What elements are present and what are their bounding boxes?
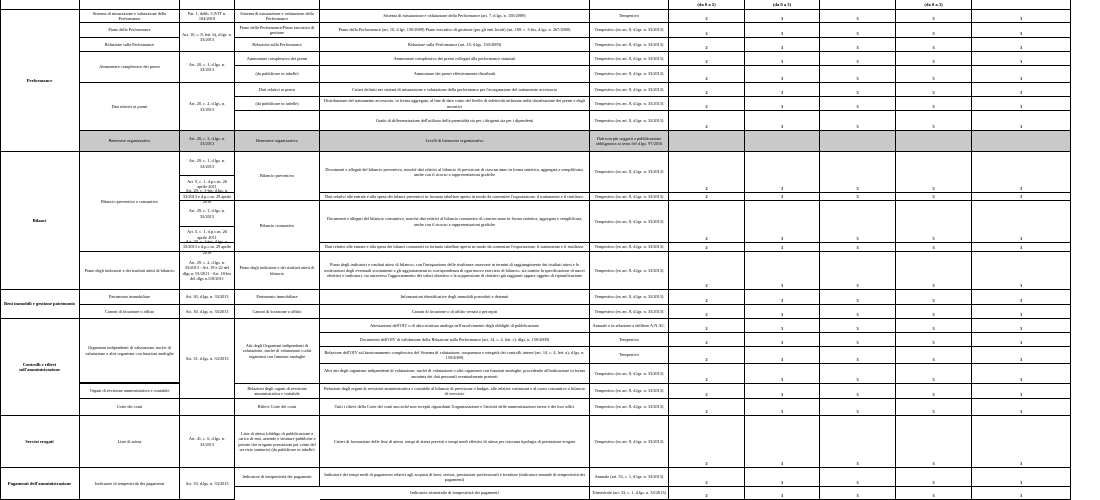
cell-j bbox=[896, 131, 972, 152]
cell-h: 3 bbox=[745, 23, 820, 38]
cell-f: Tempestivo (ex art. 8, d.lgs. n. 33/2013) bbox=[590, 290, 669, 305]
cell-j: 3 bbox=[896, 97, 972, 111]
section-controlli: Controlli e rilievi sull'amministrazione bbox=[0, 319, 80, 416]
cell-k: 3 bbox=[972, 97, 1071, 111]
cell-g: 2 bbox=[669, 319, 745, 333]
cell-e: Tutti i rilievi della Corte dei conti ancorché non recepiti riguardanti l'organizzazione e l'attività delle amministrazioni stesse e dei loro uffici bbox=[320, 399, 590, 416]
section-bilanci: Bilanci bbox=[0, 152, 80, 290]
cell-k: 3 bbox=[972, 319, 1071, 333]
cell-j: 3 bbox=[896, 152, 972, 193]
cell-i: 3 bbox=[820, 23, 896, 38]
section-beni: Beni immobili e gestione patrimonio bbox=[0, 290, 80, 319]
cell-i bbox=[820, 131, 896, 152]
cell-j: 3 bbox=[896, 416, 972, 468]
cell-e: Canoni di locazione o di affitto versati o percepiti bbox=[320, 305, 590, 319]
cell-h: 3 bbox=[745, 193, 820, 201]
cell-k: 3 bbox=[972, 487, 1071, 500]
cell-f: Tempestivo bbox=[590, 10, 669, 23]
cell-j: 3 bbox=[896, 347, 972, 364]
cell-g bbox=[669, 131, 745, 152]
cell-e: Relazione sulla Performance (art. 10, d.lgs. 150/2009) bbox=[320, 38, 590, 52]
section-pagamenti: Pagamenti dell'amministrazione bbox=[0, 468, 80, 500]
cell-i: 3 bbox=[820, 10, 896, 23]
cell-h: 3 bbox=[745, 152, 820, 193]
cell-e: Piano della Performance (art. 10, d.lgs. 150/2009) Piano esecutivo di gestione (per gli enti locali) (art. 169, c. 3-bis, d.lgs. n. 267/2000) bbox=[320, 23, 590, 38]
cell-k: 3 bbox=[972, 364, 1071, 384]
cell-f: Tempestivo bbox=[590, 333, 669, 347]
cell-c: Art. 30, d.lgs. n. 33/2013 bbox=[180, 305, 235, 319]
cell-d: Atti degli Organismi indipendenti di valutazione, nuclei di valutazione o altri organismi con funzioni analoghe bbox=[235, 319, 320, 384]
cell-f: Tempestivo (ex art. 8, d.lgs. n. 33/2013) bbox=[590, 193, 669, 201]
cell-h: 3 bbox=[745, 399, 820, 416]
cell-c: Art. 5, c. 1, d.p.c.m. 26 aprile 2011 bbox=[180, 227, 235, 243]
cell-h: 3 bbox=[745, 468, 820, 487]
cell-k: 3 bbox=[972, 252, 1071, 290]
cell-b: Piano degli indicatori e dei risultati attesi di bilancio bbox=[80, 252, 180, 290]
cell-h: 3 bbox=[745, 347, 820, 364]
cell-k: 3 bbox=[972, 243, 1071, 252]
cell-j: 3 bbox=[896, 305, 972, 319]
cell-h: 3 bbox=[745, 364, 820, 384]
cell-f: Tempestivo (ex art. 8, d.lgs. n. 33/2013) bbox=[590, 252, 669, 290]
cell-f: Tempestivo (ex art. 8, d.lgs. n. 33/2013) bbox=[590, 23, 669, 38]
cell-h: 3 bbox=[745, 333, 820, 347]
cell-j: 3 bbox=[896, 111, 972, 131]
cell-h: 3 bbox=[745, 83, 820, 97]
cell-h: 3 bbox=[745, 52, 820, 66]
cell-g: 2 bbox=[669, 23, 745, 38]
cell-g: 2 bbox=[669, 252, 745, 290]
cell-d: Liste di attesa (obbligo di pubblicazione a carico di enti, aziende e strutture pubbliche e private che erogano prestazioni per conto del servizio sanitario) (da pubblicare in tabelle) bbox=[235, 416, 320, 468]
cell-g: 2 bbox=[669, 416, 745, 468]
cell-f: Tempestivo (ex art. 8, d.lgs. n. 33/2013) bbox=[590, 384, 669, 399]
cell-e: Dati relativi alle entrate e alla spesa dei bilanci consuntivi in formato tabellare aperto in modo da consentire l'esportazione, il trattamento e il riutilizzo. bbox=[320, 243, 590, 252]
cell-e: Ammontare dei premi effettivamente distribuiti bbox=[320, 66, 590, 83]
cell-c: Art. 29, c. 1-bis, d.lgs. n. 33/2013 e d.p.c.m. 29 aprile 2016 bbox=[180, 243, 235, 252]
cell-j: 3 bbox=[896, 319, 972, 333]
cell-i: 3 bbox=[820, 290, 896, 305]
cell-c: Art. 29, c. 1, d.lgs. n. 33/2013 bbox=[180, 201, 235, 227]
cell-i: 3 bbox=[820, 152, 896, 193]
cell-j: 3 bbox=[896, 83, 972, 97]
cell-j: 3 bbox=[896, 243, 972, 252]
cell-b: Patrimonio immobiliare bbox=[80, 290, 180, 305]
cell-d bbox=[235, 111, 320, 131]
cell-b: Canoni di locazione o affitto bbox=[80, 305, 180, 319]
cell-b: Dati relativi ai premi bbox=[80, 83, 180, 131]
cell-f: Annuale e in relazione a delibere A.N.AC. bbox=[590, 319, 669, 333]
cell-j: 3 bbox=[896, 468, 972, 487]
cell-c: Art. 29, c. 1, d.lgs. n. 33/2013 bbox=[180, 152, 235, 176]
cell-g: 2 bbox=[669, 201, 745, 243]
cell-k: 3 bbox=[972, 52, 1071, 66]
cell-i: 3 bbox=[820, 364, 896, 384]
cell-k: 3 bbox=[972, 347, 1071, 364]
cell-d: Bilancio consuntivo bbox=[235, 201, 320, 252]
cell-i: 3 bbox=[820, 319, 896, 333]
cell-d: Patrimonio immobiliare bbox=[235, 290, 320, 305]
cell-f: Tempestivo (ex art. 8, d.lgs. n. 33/2013) bbox=[590, 52, 669, 66]
cell-g: 2 bbox=[669, 487, 745, 500]
cell-d: (da pubblicare in tabelle) bbox=[235, 66, 320, 83]
cell-h: 3 bbox=[745, 38, 820, 52]
cell-j: 3 bbox=[896, 201, 972, 243]
cell-e: Criteri definiti nei sistemi di misurazione e valutazione della performance per l'assegnazione del trattamento accessorio bbox=[320, 83, 590, 97]
cell-h: 3 bbox=[745, 201, 820, 243]
cell-k: 3 bbox=[972, 305, 1071, 319]
cell-i: 3 bbox=[820, 487, 896, 500]
cell-i: 3 bbox=[820, 83, 896, 97]
cell-j: 3 bbox=[896, 487, 972, 500]
cell-h: 3 bbox=[745, 416, 820, 468]
cell-e: Documenti e allegati del bilancio preventivo, nonché dati relativi al bilancio di previsione di ciascun anno in forma sintetica, aggregata e semplificata, anche con il ricorso a rappresentazioni grafiche bbox=[320, 152, 590, 193]
cell-h: 3 bbox=[745, 305, 820, 319]
header-col-f bbox=[590, 0, 669, 10]
cell-g: 2 bbox=[669, 10, 745, 23]
cell-b: Organi di revisione amministrativa e contabile bbox=[80, 384, 180, 399]
cell-h: 3 bbox=[745, 111, 820, 131]
cell-g: 2 bbox=[669, 384, 745, 399]
cell-g: 2 bbox=[669, 38, 745, 52]
cell-k bbox=[972, 131, 1071, 152]
cell-k: 3 bbox=[972, 152, 1071, 193]
cell-f: Tempestivo (ex art. 8, d.lgs. n. 33/2013) bbox=[590, 111, 669, 131]
cell-c: Par. 1, delib. CiVIT n. 104/2010 bbox=[180, 10, 235, 23]
header-col-j: (da 0 a 3) bbox=[896, 0, 972, 10]
cell-e: Sistema di misurazione e valutazione della Performance (art. 7, d.lgs. n. 150/2009) bbox=[320, 10, 590, 23]
cell-f: Tempestivo (ex art. 8, d.lgs. n. 33/2013) bbox=[590, 305, 669, 319]
cell-k: 3 bbox=[972, 83, 1071, 97]
cell-e: Criteri di formazione delle liste di attesa, tempi di attesa previsti e tempi medi effettivi di attesa per ciascuna tipologia di prestazione erogata bbox=[320, 416, 590, 468]
cell-j: 3 bbox=[896, 290, 972, 305]
cell-g: 2 bbox=[669, 66, 745, 83]
cell-i: 3 bbox=[820, 243, 896, 252]
cell-j: 3 bbox=[896, 384, 972, 399]
cell-k: 3 bbox=[972, 66, 1071, 83]
cell-g: 2 bbox=[669, 243, 745, 252]
cell-e: Documento dell'OIV di validazione della Relazione sulla Performance (art. 14, c. 4, lett. c), dlgs. n. 150/2009) bbox=[320, 333, 590, 347]
cell-i: 3 bbox=[820, 38, 896, 52]
cell-f: Tempestivo (ex art. 8, d.lgs. n. 33/2013) bbox=[590, 201, 669, 243]
cell-j: 3 bbox=[896, 23, 972, 38]
cell-g: 2 bbox=[669, 111, 745, 131]
cell-e: Dati relativi alle entrate e alla spesa dei bilanci preventivi in formato tabellare aperto in modo da consentire l'esportazione, il trattamento e il riutilizzo. bbox=[320, 193, 590, 201]
cell-k: 3 bbox=[972, 384, 1071, 399]
cell-j: 3 bbox=[896, 364, 972, 384]
cell-g: 2 bbox=[669, 333, 745, 347]
cell-d: Ammontare complessivo dei premi bbox=[235, 52, 320, 66]
cell-i: 3 bbox=[820, 201, 896, 243]
cell-i: 3 bbox=[820, 66, 896, 83]
cell-k: 3 bbox=[972, 416, 1071, 468]
cell-h: 3 bbox=[745, 319, 820, 333]
cell-h bbox=[745, 131, 820, 152]
cell-e: Distribuzione del trattamento accessorio, in forma aggregata, al fine di dare conto del livello di selettività utilizzato nella distribuzione dei premi e degli incentivi bbox=[320, 97, 590, 111]
cell-k: 3 bbox=[972, 333, 1071, 347]
cell-i: 3 bbox=[820, 468, 896, 487]
cell-c: Art. 20, c. 1, d.lgs. n. 33/2013 bbox=[180, 52, 235, 83]
cell-k: 3 bbox=[972, 290, 1071, 305]
cell-f: Trimestrale (art. 33, c. 1, d.lgs. n. 33/2013) bbox=[590, 487, 669, 500]
cell-h: 3 bbox=[745, 384, 820, 399]
cell-c: Art. 10, c. 8, lett. b), d.lgs. n. 33/2013 bbox=[180, 23, 235, 52]
cell-k: 3 bbox=[972, 193, 1071, 201]
cell-i: 3 bbox=[820, 347, 896, 364]
cell-f: Tempestivo bbox=[590, 347, 669, 364]
cell-g: 2 bbox=[669, 347, 745, 364]
cell-h: 3 bbox=[745, 10, 820, 23]
cell-i: 3 bbox=[820, 416, 896, 468]
cell-k: 3 bbox=[972, 201, 1071, 243]
cell-j: 3 bbox=[896, 193, 972, 201]
cell-e: Informazioni identificative degli immobili posseduti e detenuti bbox=[320, 290, 590, 305]
section-servizi: Servizi erogati bbox=[0, 416, 80, 468]
cell-d: Piano della Performance/Piano esecutivo di gestione bbox=[235, 23, 320, 38]
cell-d: Bilancio preventivo bbox=[235, 152, 320, 201]
cell-d: Sistema di misurazione e valutazione della Performance bbox=[235, 10, 320, 23]
cell-d: (da pubblicare in tabelle) bbox=[235, 97, 320, 111]
cell-g: 2 bbox=[669, 83, 745, 97]
cell-e: Attestazione dell'OIV o di altra struttura analoga nell'assolvimento degli obblighi di pubblicazione bbox=[320, 319, 590, 333]
cell-i: 3 bbox=[820, 97, 896, 111]
cell-d: Rilievi Corte dei conti bbox=[235, 399, 320, 416]
cell-k: 3 bbox=[972, 38, 1071, 52]
cell-d: Canoni di locazione o affitto bbox=[235, 305, 320, 319]
cell-j: 3 bbox=[896, 333, 972, 347]
cell-b: Relazione sulla Performance bbox=[80, 38, 180, 52]
cell-b: Piano della Performance bbox=[80, 23, 180, 38]
cell-b: Bilancio preventivo e consuntivo bbox=[80, 152, 180, 252]
cell-d: Relazioni degli organi di revisione amministrativa e contabile bbox=[235, 384, 320, 399]
cell-g: 2 bbox=[669, 364, 745, 384]
cell-b: Benessere organizzativo bbox=[80, 131, 180, 152]
cell-i: 3 bbox=[820, 399, 896, 416]
cell-f: Tempestivo (ex art. 8, d.lgs. n. 33/2013) bbox=[590, 97, 669, 111]
cell-c: Art. 31, d.lgs. n. 33/2013 bbox=[180, 319, 235, 399]
cell-g: 2 bbox=[669, 152, 745, 193]
cell-i: 3 bbox=[820, 111, 896, 131]
cell-d: Relazione sulla Performance bbox=[235, 38, 320, 52]
cell-f: Annuale (art. 33, c. 1, d.lgs. n. 33/2013) bbox=[590, 468, 669, 487]
header-col-d bbox=[235, 0, 320, 10]
cell-c bbox=[180, 399, 235, 416]
cell-h: 3 bbox=[745, 252, 820, 290]
cell-c: Art. 20, c. 2, d.lgs. n. 33/2013 bbox=[180, 83, 235, 131]
cell-b: Sistema di misurazione e valutazione della Performance bbox=[80, 10, 180, 23]
cell-h: 3 bbox=[745, 66, 820, 83]
cell-e: Relazioni degli organi di revisione amministrativa e contabile al bilancio di previsione o budget, alle relative variazioni e al conto consuntivo o bilancio di esercizio bbox=[320, 384, 590, 399]
cell-c: Art. 30, d.lgs. n. 33/2013 bbox=[180, 290, 235, 305]
cell-e: Livelli di benessere organizzativo bbox=[320, 131, 590, 152]
cell-f: Tempestivo (ex art. 8, d.lgs. n. 33/2013) bbox=[590, 152, 669, 193]
cell-k: 3 bbox=[972, 468, 1071, 487]
header-col-i bbox=[820, 0, 896, 10]
header-col-a bbox=[0, 0, 80, 10]
cell-h: 3 bbox=[745, 290, 820, 305]
cell-j: 3 bbox=[896, 66, 972, 83]
cell-i: 3 bbox=[820, 252, 896, 290]
cell-f: Tempestivo (ex art. 8, d.lgs. n. 33/2013) bbox=[590, 83, 669, 97]
cell-c: Art. 41, c. 6, d.lgs. n. 33/2013 bbox=[180, 416, 235, 468]
cell-g: 2 bbox=[669, 290, 745, 305]
cell-k: 3 bbox=[972, 111, 1071, 131]
cell-g: 2 bbox=[669, 193, 745, 201]
header-col-b bbox=[80, 0, 180, 10]
cell-b: Organismi indipendenti di valutazione, nuclei di valutazione o altri organismi con funzioni analoghe bbox=[80, 319, 180, 383]
cell-f: Tempestivo (ex art. 8, d.lgs. n. 33/2013) bbox=[590, 243, 669, 252]
cell-d: Dati relativi ai premi bbox=[235, 83, 320, 97]
cell-g: 2 bbox=[669, 399, 745, 416]
cell-i: 3 bbox=[820, 305, 896, 319]
cell-e: Altri atti degli organismi indipendenti di valutazione, nuclei di valutazione o altri organismi con funzioni analoghe, procedendo all'indicazione in forma anonima dei dati personali eventualmente presenti bbox=[320, 364, 590, 384]
cell-h: 3 bbox=[745, 243, 820, 252]
cell-f: Dati non più soggetti a pubblicazione obbligatoria ai sensi del d.lgs. 97/2016 bbox=[590, 131, 669, 152]
cell-f: Tempestivo (ex art. 8, d.lgs. n. 33/2013) bbox=[590, 38, 669, 52]
cell-d: Benessere organizzativo bbox=[235, 131, 320, 152]
cell-d: Indicatore di tempestività dei pagamenti bbox=[235, 468, 320, 487]
cell-e: Indicatore trimestrale di tempestività dei pagamenti bbox=[320, 487, 590, 500]
cell-j: 3 bbox=[896, 38, 972, 52]
header-col-h: (da 0 a 3) bbox=[745, 0, 820, 10]
cell-k: 3 bbox=[972, 10, 1071, 23]
cell-f: Tempestivo (ex art. 8, d.lgs. n. 33/2013) bbox=[590, 364, 669, 384]
header-col-k bbox=[972, 0, 1071, 10]
header-col-e bbox=[320, 0, 590, 10]
cell-j: 3 bbox=[896, 252, 972, 290]
cell-e: Relazione dell'OIV sul funzionamento complessivo del Sistema di valutazione, trasparenza e integrità dei controlli interni (art. 14, c. 4, lett. a), d.lgs. n. 150/2009) bbox=[320, 347, 590, 364]
cell-b: Indicatore di tempestività dei pagamenti bbox=[80, 468, 180, 500]
cell-g: 2 bbox=[669, 97, 745, 111]
cell-e: Documenti e allegati del bilancio consuntivo, nonché dati relativi al bilancio consuntivo di ciascun anno in forma sintetica, aggregata e semplificata, anche con il ricorso a rappresentazioni grafiche bbox=[320, 201, 590, 243]
cell-c: Art. 33, d.lgs. n. 33/2013 bbox=[180, 468, 235, 500]
cell-f: Tempestivo (ex art. 8, d.lgs. n. 33/2013) bbox=[590, 399, 669, 416]
cell-h: 3 bbox=[745, 487, 820, 500]
cell-c: Art. 29, c. 1-bis, d.lgs. n. 33/2013 e d.p.c.m. 29 aprile 2016 bbox=[180, 193, 235, 201]
cell-d: Piano degli indicatori e dei risultati attesi di bilancio bbox=[235, 252, 320, 290]
cell-j: 3 bbox=[896, 399, 972, 416]
section-performance: Performance bbox=[0, 10, 80, 152]
cell-j: 3 bbox=[896, 10, 972, 23]
cell-b: Ammontare complessivo dei premi bbox=[80, 52, 180, 83]
cell-c: Art. 20, c. 3, d.lgs. n. 33/2013 bbox=[180, 131, 235, 152]
cell-e: Ammontare complessivo dei premi collegati alla performance stanziati bbox=[320, 52, 590, 66]
header-col-c bbox=[180, 0, 235, 10]
cell-c: Art. 5, c. 1, d.p.c.m. 26 aprile 2011 bbox=[180, 176, 235, 193]
cell-f: Tempestivo (ex art. 8, d.lgs. n. 33/2013) bbox=[590, 66, 669, 83]
cell-i: 3 bbox=[820, 193, 896, 201]
cell-e: Indicatore dei tempi medi di pagamento relativi agli acquisti di beni, servizi, prestazioni professionali e forniture (indicatore annuale di tempestività dei pagamenti) bbox=[320, 468, 590, 487]
cell-f: Tempestivo (ex art. 8, d.lgs. n. 33/2013) bbox=[590, 416, 669, 468]
cell-b: Liste di attesa bbox=[80, 416, 180, 468]
cell-g: 2 bbox=[669, 305, 745, 319]
cell-i: 3 bbox=[820, 384, 896, 399]
header-col-g: (da 0 a 2) bbox=[669, 0, 745, 10]
cell-g: 2 bbox=[669, 468, 745, 487]
cell-k: 3 bbox=[972, 399, 1071, 416]
cell-h: 3 bbox=[745, 97, 820, 111]
cell-k: 3 bbox=[972, 23, 1071, 38]
cell-g: 2 bbox=[669, 52, 745, 66]
cell-i: 3 bbox=[820, 52, 896, 66]
cell-i: 3 bbox=[820, 333, 896, 347]
cell-e: Grado di differenziazione dell'utilizzo della premialità sia per i dirigenti sia per i dipendenti bbox=[320, 111, 590, 131]
cell-j: 3 bbox=[896, 52, 972, 66]
cell-e: Piano degli indicatori e risultati attesi di bilancio, con l'integrazione delle risultanze osservate in termini di raggiungimento dei risultati attesi e le motivazioni degli eventuali scostamenti e gli aggiornamenti in corrispondenza di ogni nuovo esercizio di bilancio, sia tramite la specificazione di nuovi obiettivi e indicatori, sia attraverso l'aggiornamento dei valori obiettivo e la soppressione di obiettivi già raggiunti oppure oggetto di ripianificazione bbox=[320, 252, 590, 290]
cell-b: Corte dei conti bbox=[80, 399, 180, 416]
cell-c: Art. 29, c. 2, d.lgs. n. 33/2013 - Art. 19 e 22 del dlgs n. 91/2011 - Art. 18-bis del dlgs n.118/2011 bbox=[180, 252, 235, 290]
